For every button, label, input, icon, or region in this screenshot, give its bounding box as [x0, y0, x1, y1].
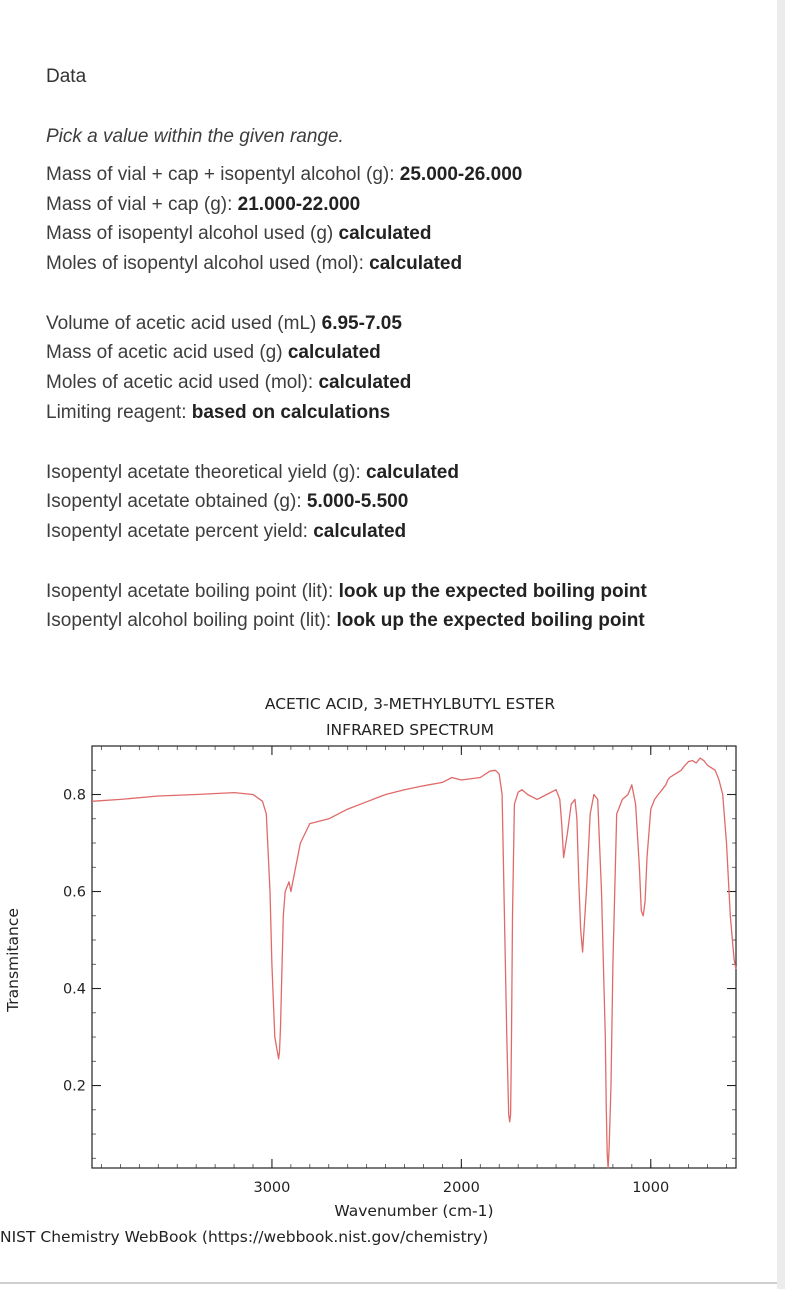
data-line [46, 606, 766, 636]
data-line-value: look up the expected boiling point [338, 580, 647, 602]
source-credit: NIST Chemistry WebBook (https://webbook.nist.gov/chemistry) [0, 1228, 489, 1246]
chart-subtitle: INFRARED SPECTRUM [325, 721, 495, 739]
data-groups [46, 160, 766, 636]
data-line-label: Isopentyl acetate obtained (g): [46, 491, 307, 513]
major-ticks [92, 746, 736, 1168]
data-line-value: based on calculations [191, 401, 391, 423]
data-line-label: Isopentyl acetate theoretical yield (g): [46, 461, 367, 483]
ir-spectrum-svg [0, 680, 785, 1280]
data-line [46, 368, 766, 398]
data-line-value: look up the expected boiling point [336, 610, 645, 632]
data-line [46, 577, 766, 607]
data-line [46, 190, 766, 220]
data-line-value: calculated [287, 342, 381, 364]
x-axis-label: Wavenumber (cm-1) [334, 1202, 494, 1220]
data-line-label: Moles of isopentyl alcohol used (mol): [46, 253, 370, 275]
data-line [46, 338, 766, 368]
data-group [46, 309, 766, 428]
ir-spectrum-chart [0, 680, 785, 1280]
section-heading: Data [46, 66, 87, 87]
data-line-label: Isopentyl acetate boiling point (lit): [46, 580, 339, 602]
data-line-value: calculated [313, 520, 407, 542]
data-line [46, 309, 766, 339]
data-line-value: 5.000-5.500 [306, 491, 409, 513]
data-line [46, 219, 766, 249]
data-group [46, 458, 766, 547]
data-line-label: Mass of isopentyl alcohol used (g) [46, 223, 339, 245]
data-line-label: Limiting reagent: [46, 401, 192, 423]
minor-ticks [92, 746, 736, 1168]
data-line [46, 487, 766, 517]
chart-title: ACETIC ACID, 3-METHYLBUTYL ESTER [264, 695, 556, 713]
data-line-label: Isopentyl acetate percent yield: [46, 520, 314, 542]
y-tick-label: 0.4 [62, 981, 86, 998]
data-section [46, 62, 766, 636]
spectrum-line [92, 758, 736, 1168]
data-line-value: 25.000-26.000 [399, 164, 523, 185]
data-line-value: calculated [338, 223, 432, 245]
data-line-value: calculated [369, 253, 463, 275]
data-line-label: Mass of vial + cap + isopentyl alcohol (g): [46, 164, 400, 185]
data-group [46, 577, 766, 636]
instruction-text: Pick a value within the given range. [46, 126, 344, 147]
x-tick-label: 1000 [632, 1180, 670, 1196]
data-line-label: Mass of vial + cap (g): [46, 193, 238, 215]
y-tick-label: 0.2 [62, 1078, 86, 1095]
data-line-label: Isopentyl alcohol boiling point (lit): [46, 610, 337, 632]
data-line-value: calculated [366, 461, 459, 483]
plot-frame [92, 746, 736, 1168]
data-line-value: calculated [318, 372, 412, 394]
data-line [46, 249, 766, 279]
data-line [46, 517, 766, 547]
x-tick-label: 3000 [253, 1180, 291, 1196]
data-group [46, 160, 766, 279]
bottom-divider [0, 1282, 777, 1284]
data-line-value: 21.000-22.000 [237, 193, 361, 215]
y-tick-label: 0.6 [62, 884, 86, 901]
x-tick-label: 2000 [442, 1180, 480, 1196]
data-line [46, 398, 766, 428]
y-tick-label: 0.8 [62, 787, 86, 804]
data-line [46, 160, 766, 190]
data-line-label: Moles of acetic acid used (mol): [46, 372, 319, 394]
y-axis-label: Transmitance [4, 908, 22, 1012]
data-line-value: 6.95-7.05 [321, 312, 402, 334]
data-line-label: Volume of acetic acid used (mL) [46, 312, 322, 334]
data-line [46, 458, 766, 488]
data-line-label: Mass of acetic acid used (g) [46, 342, 288, 364]
